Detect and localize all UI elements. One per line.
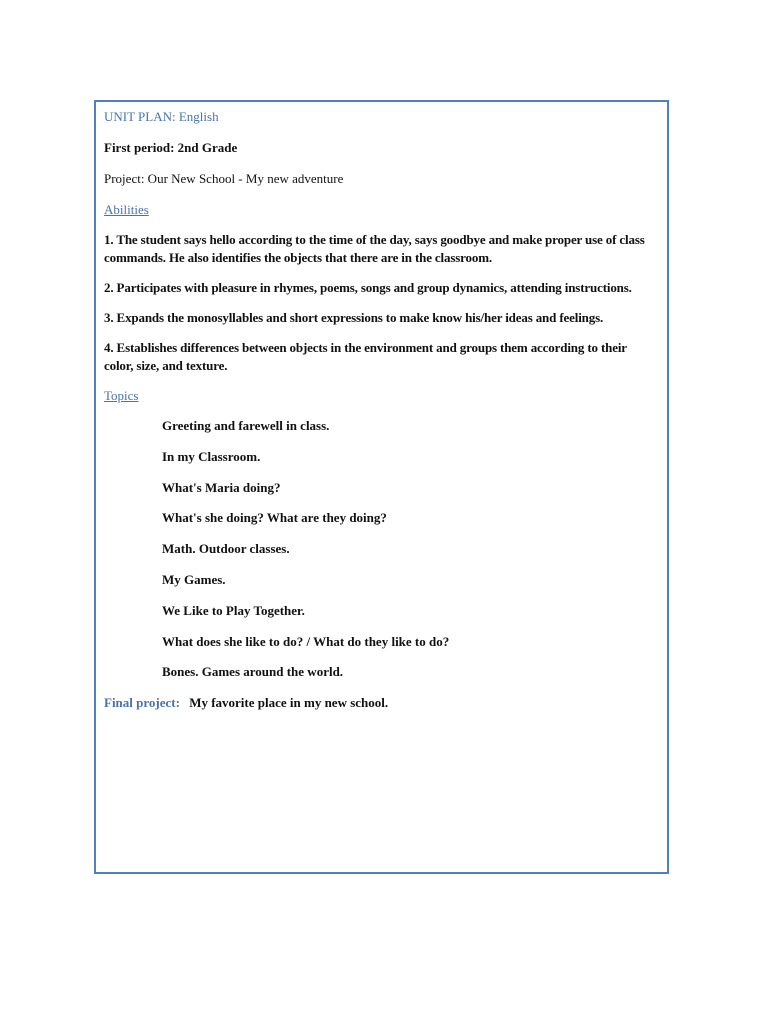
project-line: Project: Our New School - My new adventure xyxy=(104,171,344,186)
document-content xyxy=(104,108,659,712)
topic-item-7: We Like to Play Together. xyxy=(162,602,305,618)
abilities-heading: Abilities xyxy=(104,202,149,217)
unit-plan-title: UNIT PLAN: English xyxy=(104,109,219,124)
first-period: First period: 2nd Grade xyxy=(104,140,238,155)
ability-item-3: 3. Expands the monosyllables and short expressions to make know his/her ideas and feelings. xyxy=(104,310,604,325)
topics-heading: Topics xyxy=(104,388,139,403)
final-project-label: Final project: xyxy=(104,695,180,711)
topic-item-1: Greeting and farewell in class. xyxy=(162,418,330,433)
final-project-value: My favorite place in my new school. xyxy=(189,695,389,711)
ability-item-2: 2. Participates with pleasure in rhymes, poems, songs and group dynamics, attending instructions. xyxy=(104,280,632,295)
topic-item-2: In my Classroom. xyxy=(162,448,261,464)
ability-item-4: 4. Establishes differences between objects in the environment and groups them according to their color, size, and texture. xyxy=(104,340,627,373)
document-frame xyxy=(94,100,669,874)
topic-item-4: What's she doing? What are they doing? xyxy=(162,510,387,526)
ability-item-1: 1. The student says hello according to the time of the day, says goodbye and make proper use of class commands. He also identifies the objects that there are in the classroom. xyxy=(104,232,645,265)
final-project xyxy=(104,694,659,712)
topic-item-5: Math. Outdoor classes. xyxy=(162,541,290,557)
topic-item-9: Bones. Games around the world. xyxy=(162,664,344,680)
topic-item-3: What's Maria doing? xyxy=(162,479,281,495)
topic-item-6: My Games. xyxy=(162,571,226,587)
topic-item-8: What does she like to do? / What do they like to do? xyxy=(162,633,450,649)
